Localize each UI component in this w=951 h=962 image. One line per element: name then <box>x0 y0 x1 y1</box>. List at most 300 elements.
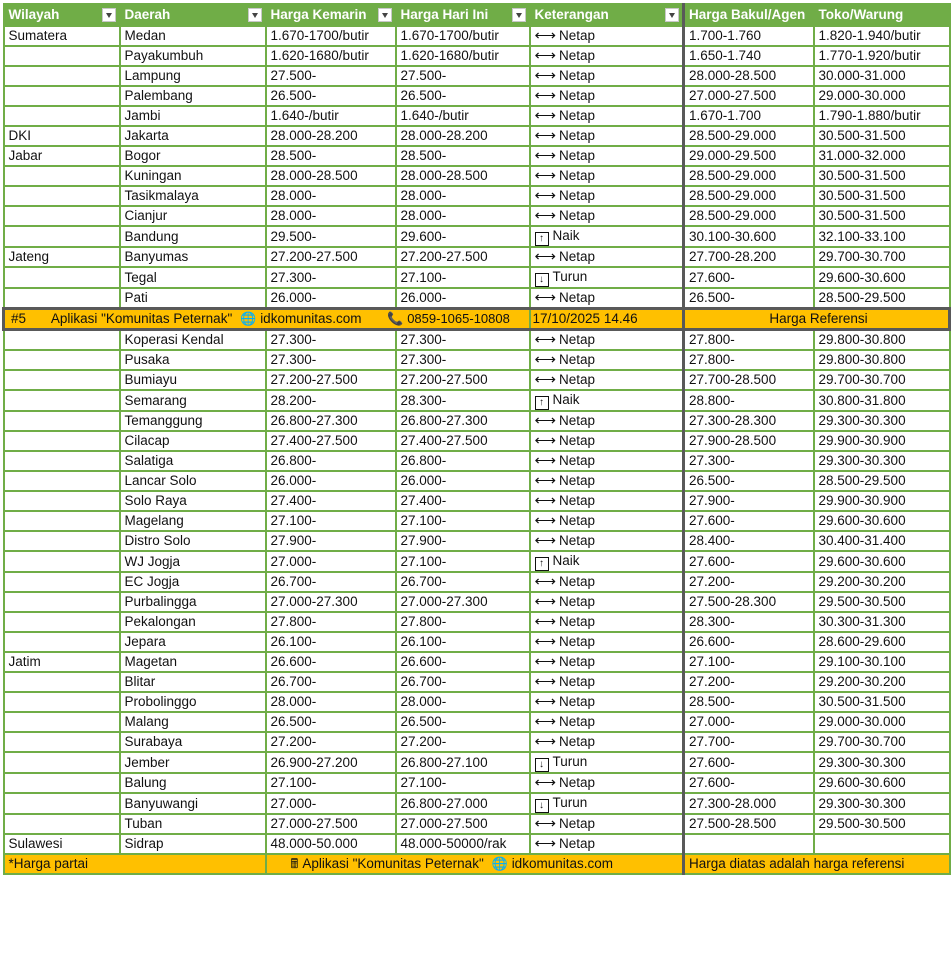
cell-harga-kemarin[interactable]: 27.900- <box>266 531 396 551</box>
cell-keterangan[interactable] <box>530 226 684 247</box>
cell-wilayah[interactable] <box>4 692 120 712</box>
cell-harga-hari-ini[interactable]: 26.700- <box>396 672 530 692</box>
cell-daerah[interactable]: Payakumbuh <box>120 46 266 66</box>
cell-toko-warung[interactable]: 1.820-1.940/butir <box>814 26 950 46</box>
cell-harga-hari-ini[interactable]: 27.000-27.300 <box>396 592 530 612</box>
cell-harga-hari-ini[interactable]: 28.000-28.200 <box>396 126 530 146</box>
cell-harga-hari-ini[interactable]: 27.000-27.500 <box>396 814 530 834</box>
col-header-keterangan[interactable]: Keterangan <box>530 4 684 26</box>
cell-harga-bakul[interactable]: 27.200- <box>684 672 814 692</box>
cell-keterangan[interactable] <box>530 330 684 351</box>
cell-daerah[interactable]: Bumiayu <box>120 370 266 390</box>
cell-toko-warung[interactable]: 29.700-30.700 <box>814 370 950 390</box>
cell-keterangan[interactable] <box>530 572 684 592</box>
cell-toko-warung[interactable]: 29.200-30.200 <box>814 572 950 592</box>
cell-harga-kemarin[interactable]: 26.800-27.300 <box>266 411 396 431</box>
cell-harga-kemarin[interactable]: 27.200-27.500 <box>266 247 396 267</box>
cell-harga-hari-ini[interactable]: 27.900- <box>396 531 530 551</box>
cell-harga-bakul[interactable]: 1.670-1.700 <box>684 106 814 126</box>
cell-daerah[interactable]: Medan <box>120 26 266 46</box>
cell-harga-bakul[interactable]: 26.600- <box>684 632 814 652</box>
cell-toko-warung[interactable]: 29.500-30.500 <box>814 592 950 612</box>
cell-harga-kemarin[interactable]: 26.500- <box>266 712 396 732</box>
cell-wilayah[interactable] <box>4 632 120 652</box>
cell-wilayah[interactable]: Sulawesi <box>4 834 120 854</box>
cell-daerah[interactable]: Jepara <box>120 632 266 652</box>
cell-toko-warung[interactable]: 1.790-1.880/butir <box>814 106 950 126</box>
cell-daerah[interactable]: Probolinggo <box>120 692 266 712</box>
cell-harga-kemarin[interactable]: 27.200- <box>266 732 396 752</box>
filter-dropdown-icon[interactable] <box>378 8 392 22</box>
cell-keterangan[interactable] <box>530 186 684 206</box>
cell-harga-kemarin[interactable]: 27.400-27.500 <box>266 431 396 451</box>
cell-toko-warung[interactable]: 29.700-30.700 <box>814 732 950 752</box>
cell-wilayah[interactable] <box>4 672 120 692</box>
cell-wilayah[interactable]: DKI <box>4 126 120 146</box>
cell-harga-kemarin[interactable]: 26.700- <box>266 672 396 692</box>
cell-toko-warung[interactable]: 29.300-30.300 <box>814 411 950 431</box>
cell-keterangan[interactable] <box>530 86 684 106</box>
cell-harga-hari-ini[interactable]: 1.670-1700/butir <box>396 26 530 46</box>
cell-harga-hari-ini[interactable]: 26.100- <box>396 632 530 652</box>
filter-dropdown-icon[interactable] <box>248 8 262 22</box>
cell-wilayah[interactable] <box>4 592 120 612</box>
cell-harga-hari-ini[interactable]: 28.000- <box>396 692 530 712</box>
cell-harga-kemarin[interactable]: 28.000- <box>266 186 396 206</box>
cell-wilayah[interactable] <box>4 451 120 471</box>
cell-harga-bakul[interactable]: 27.600- <box>684 511 814 531</box>
cell-toko-warung[interactable]: 30.500-31.500 <box>814 206 950 226</box>
footer-app-name: Aplikasi "Komunitas Peternak" <box>302 856 484 871</box>
cell-daerah[interactable]: Pusaka <box>120 350 266 370</box>
cell-harga-kemarin[interactable]: 26.600- <box>266 652 396 672</box>
cell-harga-bakul[interactable]: 27.000-27.500 <box>684 86 814 106</box>
cell-wilayah[interactable] <box>4 814 120 834</box>
cell-harga-bakul[interactable]: 26.500- <box>684 288 814 309</box>
cell-harga-bakul[interactable]: 30.100-30.600 <box>684 226 814 247</box>
cell-harga-hari-ini[interactable]: 27.100- <box>396 267 530 288</box>
cell-daerah[interactable]: Balung <box>120 773 266 793</box>
cell-toko-warung[interactable]: 29.100-30.100 <box>814 652 950 672</box>
cell-harga-kemarin[interactable]: 27.100- <box>266 511 396 531</box>
cell-keterangan[interactable] <box>530 471 684 491</box>
cell-keterangan[interactable] <box>530 267 684 288</box>
cell-toko-warung[interactable]: 29.300-30.300 <box>814 752 950 773</box>
cell-wilayah[interactable] <box>4 350 120 370</box>
cell-daerah[interactable]: EC Jogja <box>120 572 266 592</box>
cell-harga-hari-ini[interactable]: 27.100- <box>396 511 530 531</box>
cell-daerah[interactable]: Kuningan <box>120 166 266 186</box>
col-header-harga-kemarin[interactable]: Harga Kemarin <box>266 4 396 26</box>
cell-daerah[interactable]: Palembang <box>120 86 266 106</box>
cell-wilayah[interactable] <box>4 330 120 351</box>
cell-harga-bakul[interactable]: 27.300- <box>684 451 814 471</box>
cell-harga-hari-ini[interactable]: 28.000- <box>396 186 530 206</box>
cell-wilayah[interactable] <box>4 166 120 186</box>
cell-toko-warung[interactable]: 28.600-29.600 <box>814 632 950 652</box>
cell-daerah[interactable]: Blitar <box>120 672 266 692</box>
cell-harga-bakul[interactable]: 28.400- <box>684 531 814 551</box>
cell-harga-bakul[interactable]: 27.500-28.300 <box>684 592 814 612</box>
cell-harga-kemarin[interactable]: 29.500- <box>266 226 396 247</box>
cell-harga-hari-ini[interactable]: 27.200- <box>396 732 530 752</box>
cell-keterangan[interactable] <box>530 672 684 692</box>
cell-harga-hari-ini[interactable]: 26.800- <box>396 451 530 471</box>
cell-harga-bakul[interactable]: 27.800- <box>684 330 814 351</box>
cell-harga-kemarin[interactable]: 27.500- <box>266 66 396 86</box>
filter-dropdown-icon[interactable] <box>102 8 116 22</box>
cell-wilayah[interactable]: Jabar <box>4 146 120 166</box>
cell-harga-kemarin[interactable]: 27.300- <box>266 267 396 288</box>
cell-harga-kemarin[interactable]: 48.000-50.000 <box>266 834 396 854</box>
cell-toko-warung[interactable]: 29.900-30.900 <box>814 431 950 451</box>
col-header-toko-warung[interactable]: Toko/Warung <box>814 4 950 26</box>
table-row <box>4 632 950 652</box>
cell-harga-hari-ini[interactable]: 27.100- <box>396 551 530 572</box>
cell-wilayah[interactable] <box>4 531 120 551</box>
cell-harga-bakul[interactable]: 27.200- <box>684 572 814 592</box>
cell-wilayah[interactable] <box>4 86 120 106</box>
cell-harga-bakul[interactable]: 28.000-28.500 <box>684 66 814 86</box>
cell-harga-bakul[interactable]: 27.600- <box>684 752 814 773</box>
cell-daerah[interactable]: Cianjur <box>120 206 266 226</box>
cell-toko-warung[interactable]: 1.770-1.920/butir <box>814 46 950 66</box>
cell-toko-warung[interactable]: 30.500-31.500 <box>814 166 950 186</box>
cell-harga-kemarin[interactable]: 27.000- <box>266 551 396 572</box>
cell-harga-kemarin[interactable]: 27.000-27.300 <box>266 592 396 612</box>
cell-daerah[interactable]: Jember <box>120 752 266 773</box>
cell-keterangan[interactable] <box>530 146 684 166</box>
cell-toko-warung[interactable]: 28.500-29.500 <box>814 471 950 491</box>
cell-daerah[interactable]: Bandung <box>120 226 266 247</box>
cell-wilayah[interactable] <box>4 773 120 793</box>
cell-wilayah[interactable] <box>4 793 120 814</box>
cell-wilayah[interactable] <box>4 572 120 592</box>
cell-harga-hari-ini[interactable]: 26.800-27.100 <box>396 752 530 773</box>
cell-keterangan[interactable] <box>530 206 684 226</box>
col-header-harga-hari-ini[interactable]: Harga Hari Ini <box>396 4 530 26</box>
cell-daerah[interactable]: Bogor <box>120 146 266 166</box>
cell-wilayah[interactable] <box>4 186 120 206</box>
col-header-daerah[interactable]: Daerah <box>120 4 266 26</box>
cell-harga-kemarin[interactable]: 26.000- <box>266 471 396 491</box>
cell-harga-hari-ini[interactable]: 27.400-27.500 <box>396 431 530 451</box>
cell-harga-bakul[interactable]: 1.700-1.760 <box>684 26 814 46</box>
cell-harga-kemarin[interactable]: 26.500- <box>266 86 396 106</box>
cell-keterangan[interactable] <box>530 692 684 712</box>
cell-daerah[interactable]: Distro Solo <box>120 531 266 551</box>
cell-toko-warung[interactable]: 29.000-30.000 <box>814 712 950 732</box>
cell-harga-hari-ini[interactable]: 26.000- <box>396 471 530 491</box>
trend-label: Netap <box>559 148 596 163</box>
cell-wilayah[interactable] <box>4 206 120 226</box>
cell-harga-hari-ini[interactable]: 48.000-50000/rak <box>396 834 530 854</box>
cell-wilayah[interactable] <box>4 471 120 491</box>
cell-harga-bakul[interactable]: 27.100- <box>684 652 814 672</box>
cell-daerah[interactable]: Banyumas <box>120 247 266 267</box>
cell-keterangan[interactable] <box>530 632 684 652</box>
cell-toko-warung[interactable]: 30.400-31.400 <box>814 531 950 551</box>
cell-harga-bakul[interactable]: 27.900- <box>684 491 814 511</box>
cell-keterangan[interactable] <box>530 166 684 186</box>
cell-harga-bakul[interactable]: 27.600- <box>684 551 814 572</box>
cell-toko-warung[interactable]: 29.600-30.600 <box>814 773 950 793</box>
cell-harga-bakul[interactable]: 29.000-29.500 <box>684 146 814 166</box>
cell-harga-bakul[interactable] <box>684 834 814 854</box>
cell-harga-bakul[interactable]: 27.700-28.200 <box>684 247 814 267</box>
cell-harga-hari-ini[interactable]: 27.100- <box>396 773 530 793</box>
cell-harga-kemarin[interactable]: 27.000- <box>266 793 396 814</box>
cell-harga-kemarin[interactable]: 28.000-28.200 <box>266 126 396 146</box>
cell-harga-bakul[interactable]: 28.300- <box>684 612 814 632</box>
cell-harga-hari-ini[interactable]: 28.500- <box>396 146 530 166</box>
cell-harga-kemarin[interactable]: 26.800- <box>266 451 396 471</box>
left-right-arrow-icon: ⟷ <box>534 371 557 388</box>
cell-harga-kemarin[interactable]: 26.000- <box>266 288 396 309</box>
cell-toko-warung[interactable]: 30.500-31.500 <box>814 126 950 146</box>
cell-wilayah[interactable] <box>4 411 120 431</box>
cell-toko-warung[interactable]: 30.300-31.300 <box>814 612 950 632</box>
cell-daerah[interactable]: WJ Jogja <box>120 551 266 572</box>
cell-harga-bakul[interactable]: 27.000- <box>684 712 814 732</box>
cell-harga-hari-ini[interactable]: 27.300- <box>396 350 530 370</box>
cell-toko-warung[interactable]: 30.500-31.500 <box>814 186 950 206</box>
cell-keterangan[interactable] <box>530 350 684 370</box>
cell-wilayah[interactable] <box>4 732 120 752</box>
filter-dropdown-icon[interactable] <box>665 8 679 22</box>
cell-harga-bakul[interactable]: 27.700-28.500 <box>684 370 814 390</box>
cell-keterangan[interactable] <box>530 431 684 451</box>
cell-daerah[interactable]: Tegal <box>120 267 266 288</box>
cell-harga-bakul[interactable]: 28.500-29.000 <box>684 186 814 206</box>
cell-daerah[interactable]: Magetan <box>120 652 266 672</box>
cell-toko-warung[interactable]: 28.500-29.500 <box>814 288 950 309</box>
cell-daerah[interactable]: Pekalongan <box>120 612 266 632</box>
cell-harga-hari-ini[interactable]: 27.200-27.500 <box>396 247 530 267</box>
cell-harga-kemarin[interactable]: 28.000- <box>266 692 396 712</box>
cell-keterangan[interactable] <box>530 592 684 612</box>
cell-harga-hari-ini[interactable]: 26.500- <box>396 712 530 732</box>
cell-toko-warung[interactable]: 29.800-30.800 <box>814 330 950 351</box>
cell-harga-kemarin[interactable]: 27.200-27.500 <box>266 370 396 390</box>
cell-harga-hari-ini[interactable]: 26.000- <box>396 288 530 309</box>
cell-daerah[interactable]: Solo Raya <box>120 491 266 511</box>
cell-harga-hari-ini[interactable]: 28.000- <box>396 206 530 226</box>
cell-harga-bakul[interactable]: 27.600- <box>684 773 814 793</box>
cell-keterangan[interactable] <box>530 511 684 531</box>
banner-phone[interactable]: 0859-1065-10808 <box>407 311 510 326</box>
footer-site-link[interactable]: idkomunitas.com <box>511 856 613 871</box>
cell-harga-bakul[interactable]: 27.800- <box>684 350 814 370</box>
cell-keterangan[interactable] <box>530 531 684 551</box>
cell-daerah[interactable]: Salatiga <box>120 451 266 471</box>
cell-daerah[interactable]: Magelang <box>120 511 266 531</box>
filter-dropdown-icon[interactable] <box>512 8 526 22</box>
cell-harga-kemarin[interactable]: 28.500- <box>266 146 396 166</box>
cell-wilayah[interactable] <box>4 66 120 86</box>
cell-toko-warung[interactable] <box>814 834 950 854</box>
cell-harga-bakul[interactable]: 28.500-29.000 <box>684 206 814 226</box>
cell-wilayah[interactable] <box>4 491 120 511</box>
cell-toko-warung[interactable]: 31.000-32.000 <box>814 146 950 166</box>
cell-harga-kemarin[interactable]: 27.400- <box>266 491 396 511</box>
cell-keterangan[interactable] <box>530 491 684 511</box>
cell-keterangan[interactable] <box>530 793 684 814</box>
cell-harga-hari-ini[interactable]: 28.300- <box>396 390 530 411</box>
cell-wilayah[interactable] <box>4 612 120 632</box>
cell-wilayah[interactable] <box>4 752 120 773</box>
cell-toko-warung[interactable]: 29.300-30.300 <box>814 451 950 471</box>
cell-harga-hari-ini[interactable]: 28.000-28.500 <box>396 166 530 186</box>
cell-wilayah[interactable] <box>4 370 120 390</box>
cell-daerah[interactable]: Surabaya <box>120 732 266 752</box>
cell-daerah[interactable]: Banyuwangi <box>120 793 266 814</box>
cell-toko-warung[interactable]: 29.200-30.200 <box>814 672 950 692</box>
cell-harga-kemarin[interactable]: 27.300- <box>266 350 396 370</box>
cell-toko-warung[interactable]: 29.000-30.000 <box>814 86 950 106</box>
cell-keterangan[interactable] <box>530 612 684 632</box>
cell-harga-bakul[interactable]: 26.500- <box>684 471 814 491</box>
cell-harga-bakul[interactable]: 27.300-28.000 <box>684 793 814 814</box>
cell-harga-bakul[interactable]: 28.500-29.000 <box>684 166 814 186</box>
cell-keterangan[interactable] <box>530 551 684 572</box>
cell-wilayah[interactable] <box>4 46 120 66</box>
cell-daerah[interactable]: Lampung <box>120 66 266 86</box>
cell-wilayah[interactable] <box>4 106 120 126</box>
cell-wilayah[interactable] <box>4 551 120 572</box>
cell-keterangan[interactable] <box>530 66 684 86</box>
cell-wilayah[interactable]: Jatim <box>4 652 120 672</box>
cell-harga-hari-ini[interactable]: 26.500- <box>396 86 530 106</box>
cell-toko-warung[interactable]: 32.100-33.100 <box>814 226 950 247</box>
cell-harga-kemarin[interactable]: 28.000-28.500 <box>266 166 396 186</box>
cell-daerah[interactable]: Pati <box>120 288 266 309</box>
cell-harga-hari-ini[interactable]: 26.800-27.000 <box>396 793 530 814</box>
cell-keterangan[interactable] <box>530 712 684 732</box>
cell-wilayah[interactable] <box>4 288 120 309</box>
cell-harga-kemarin[interactable]: 27.100- <box>266 773 396 793</box>
col-header-wilayah[interactable]: Wilayah <box>4 4 120 26</box>
cell-keterangan[interactable] <box>530 834 684 854</box>
col-header-harga-bakul[interactable]: Harga Bakul/Agen <box>684 4 814 26</box>
cell-daerah[interactable]: Jambi <box>120 106 266 126</box>
cell-toko-warung[interactable]: 29.900-30.900 <box>814 491 950 511</box>
cell-wilayah[interactable] <box>4 226 120 247</box>
cell-keterangan[interactable] <box>530 390 684 411</box>
cell-harga-bakul[interactable]: 27.700- <box>684 732 814 752</box>
cell-keterangan[interactable] <box>530 126 684 146</box>
cell-harga-hari-ini[interactable]: 29.600- <box>396 226 530 247</box>
trend-label: Netap <box>559 775 596 790</box>
cell-harga-bakul[interactable]: 1.650-1.740 <box>684 46 814 66</box>
cell-toko-warung[interactable]: 29.500-30.500 <box>814 814 950 834</box>
cell-harga-hari-ini[interactable]: 27.300- <box>396 330 530 351</box>
cell-harga-hari-ini[interactable]: 1.620-1680/butir <box>396 46 530 66</box>
cell-harga-bakul[interactable]: 27.500-28.500 <box>684 814 814 834</box>
cell-keterangan[interactable] <box>530 411 684 431</box>
cell-toko-warung[interactable]: 29.800-30.800 <box>814 350 950 370</box>
cell-keterangan[interactable] <box>530 106 684 126</box>
cell-keterangan[interactable] <box>530 752 684 773</box>
cell-harga-kemarin[interactable]: 27.000-27.500 <box>266 814 396 834</box>
cell-harga-hari-ini[interactable]: 27.400- <box>396 491 530 511</box>
cell-keterangan[interactable] <box>530 247 684 267</box>
cell-wilayah[interactable] <box>4 267 120 288</box>
cell-keterangan[interactable] <box>530 773 684 793</box>
cell-daerah[interactable]: Semarang <box>120 390 266 411</box>
cell-harga-kemarin[interactable]: 27.800- <box>266 612 396 632</box>
cell-daerah[interactable]: Koperasi Kendal <box>120 330 266 351</box>
cell-daerah[interactable]: Purbalingga <box>120 592 266 612</box>
cell-daerah[interactable]: Temanggung <box>120 411 266 431</box>
cell-harga-hari-ini[interactable]: 27.500- <box>396 66 530 86</box>
cell-toko-warung[interactable]: 29.600-30.600 <box>814 511 950 531</box>
cell-harga-kemarin[interactable]: 26.900-27.200 <box>266 752 396 773</box>
cell-harga-bakul[interactable]: 27.600- <box>684 267 814 288</box>
cell-toko-warung[interactable]: 29.600-30.600 <box>814 551 950 572</box>
cell-daerah[interactable]: Cilacap <box>120 431 266 451</box>
cell-keterangan[interactable] <box>530 288 684 309</box>
cell-harga-kemarin[interactable]: 28.000- <box>266 206 396 226</box>
cell-keterangan[interactable] <box>530 46 684 66</box>
cell-daerah[interactable]: Sidrap <box>120 834 266 854</box>
banner-site-link[interactable]: idkomunitas.com <box>260 311 362 326</box>
cell-harga-kemarin[interactable]: 28.200- <box>266 390 396 411</box>
cell-daerah[interactable]: Tuban <box>120 814 266 834</box>
cell-daerah[interactable]: Jakarta <box>120 126 266 146</box>
cell-wilayah[interactable]: Jateng <box>4 247 120 267</box>
cell-keterangan[interactable] <box>530 451 684 471</box>
cell-harga-kemarin[interactable]: 1.620-1680/butir <box>266 46 396 66</box>
cell-harga-kemarin[interactable]: 1.640-/butir <box>266 106 396 126</box>
cell-harga-bakul[interactable]: 28.500- <box>684 692 814 712</box>
cell-keterangan[interactable] <box>530 370 684 390</box>
cell-daerah[interactable]: Malang <box>120 712 266 732</box>
cell-harga-kemarin[interactable]: 26.700- <box>266 572 396 592</box>
cell-keterangan[interactable] <box>530 814 684 834</box>
cell-harga-bakul[interactable]: 27.900-28.500 <box>684 431 814 451</box>
cell-harga-bakul[interactable]: 28.500-29.000 <box>684 126 814 146</box>
cell-daerah[interactable]: Lancar Solo <box>120 471 266 491</box>
cell-harga-hari-ini[interactable]: 27.800- <box>396 612 530 632</box>
cell-harga-hari-ini[interactable]: 26.800-27.300 <box>396 411 530 431</box>
cell-daerah[interactable]: Tasikmalaya <box>120 186 266 206</box>
cell-toko-warung[interactable]: 30.000-31.000 <box>814 66 950 86</box>
cell-harga-kemarin[interactable]: 26.100- <box>266 632 396 652</box>
cell-toko-warung[interactable]: 30.800-31.800 <box>814 390 950 411</box>
cell-harga-kemarin[interactable]: 27.300- <box>266 330 396 351</box>
cell-harga-kemarin[interactable]: 1.670-1700/butir <box>266 26 396 46</box>
cell-harga-bakul[interactable]: 28.800- <box>684 390 814 411</box>
cell-wilayah[interactable] <box>4 390 120 411</box>
cell-keterangan[interactable] <box>530 652 684 672</box>
cell-wilayah[interactable] <box>4 431 120 451</box>
cell-keterangan[interactable] <box>530 732 684 752</box>
cell-wilayah[interactable] <box>4 712 120 732</box>
cell-harga-bakul[interactable]: 27.300-28.300 <box>684 411 814 431</box>
cell-wilayah[interactable]: Sumatera <box>4 26 120 46</box>
cell-wilayah[interactable] <box>4 511 120 531</box>
cell-toko-warung[interactable]: 30.500-31.500 <box>814 692 950 712</box>
cell-harga-hari-ini[interactable]: 1.640-/butir <box>396 106 530 126</box>
cell-toko-warung[interactable]: 29.300-30.300 <box>814 793 950 814</box>
cell-toko-warung[interactable]: 29.700-30.700 <box>814 247 950 267</box>
cell-harga-hari-ini[interactable]: 26.600- <box>396 652 530 672</box>
cell-harga-hari-ini[interactable]: 26.700- <box>396 572 530 592</box>
cell-toko-warung[interactable]: 29.600-30.600 <box>814 267 950 288</box>
cell-keterangan[interactable] <box>530 26 684 46</box>
cell-harga-hari-ini[interactable]: 27.200-27.500 <box>396 370 530 390</box>
